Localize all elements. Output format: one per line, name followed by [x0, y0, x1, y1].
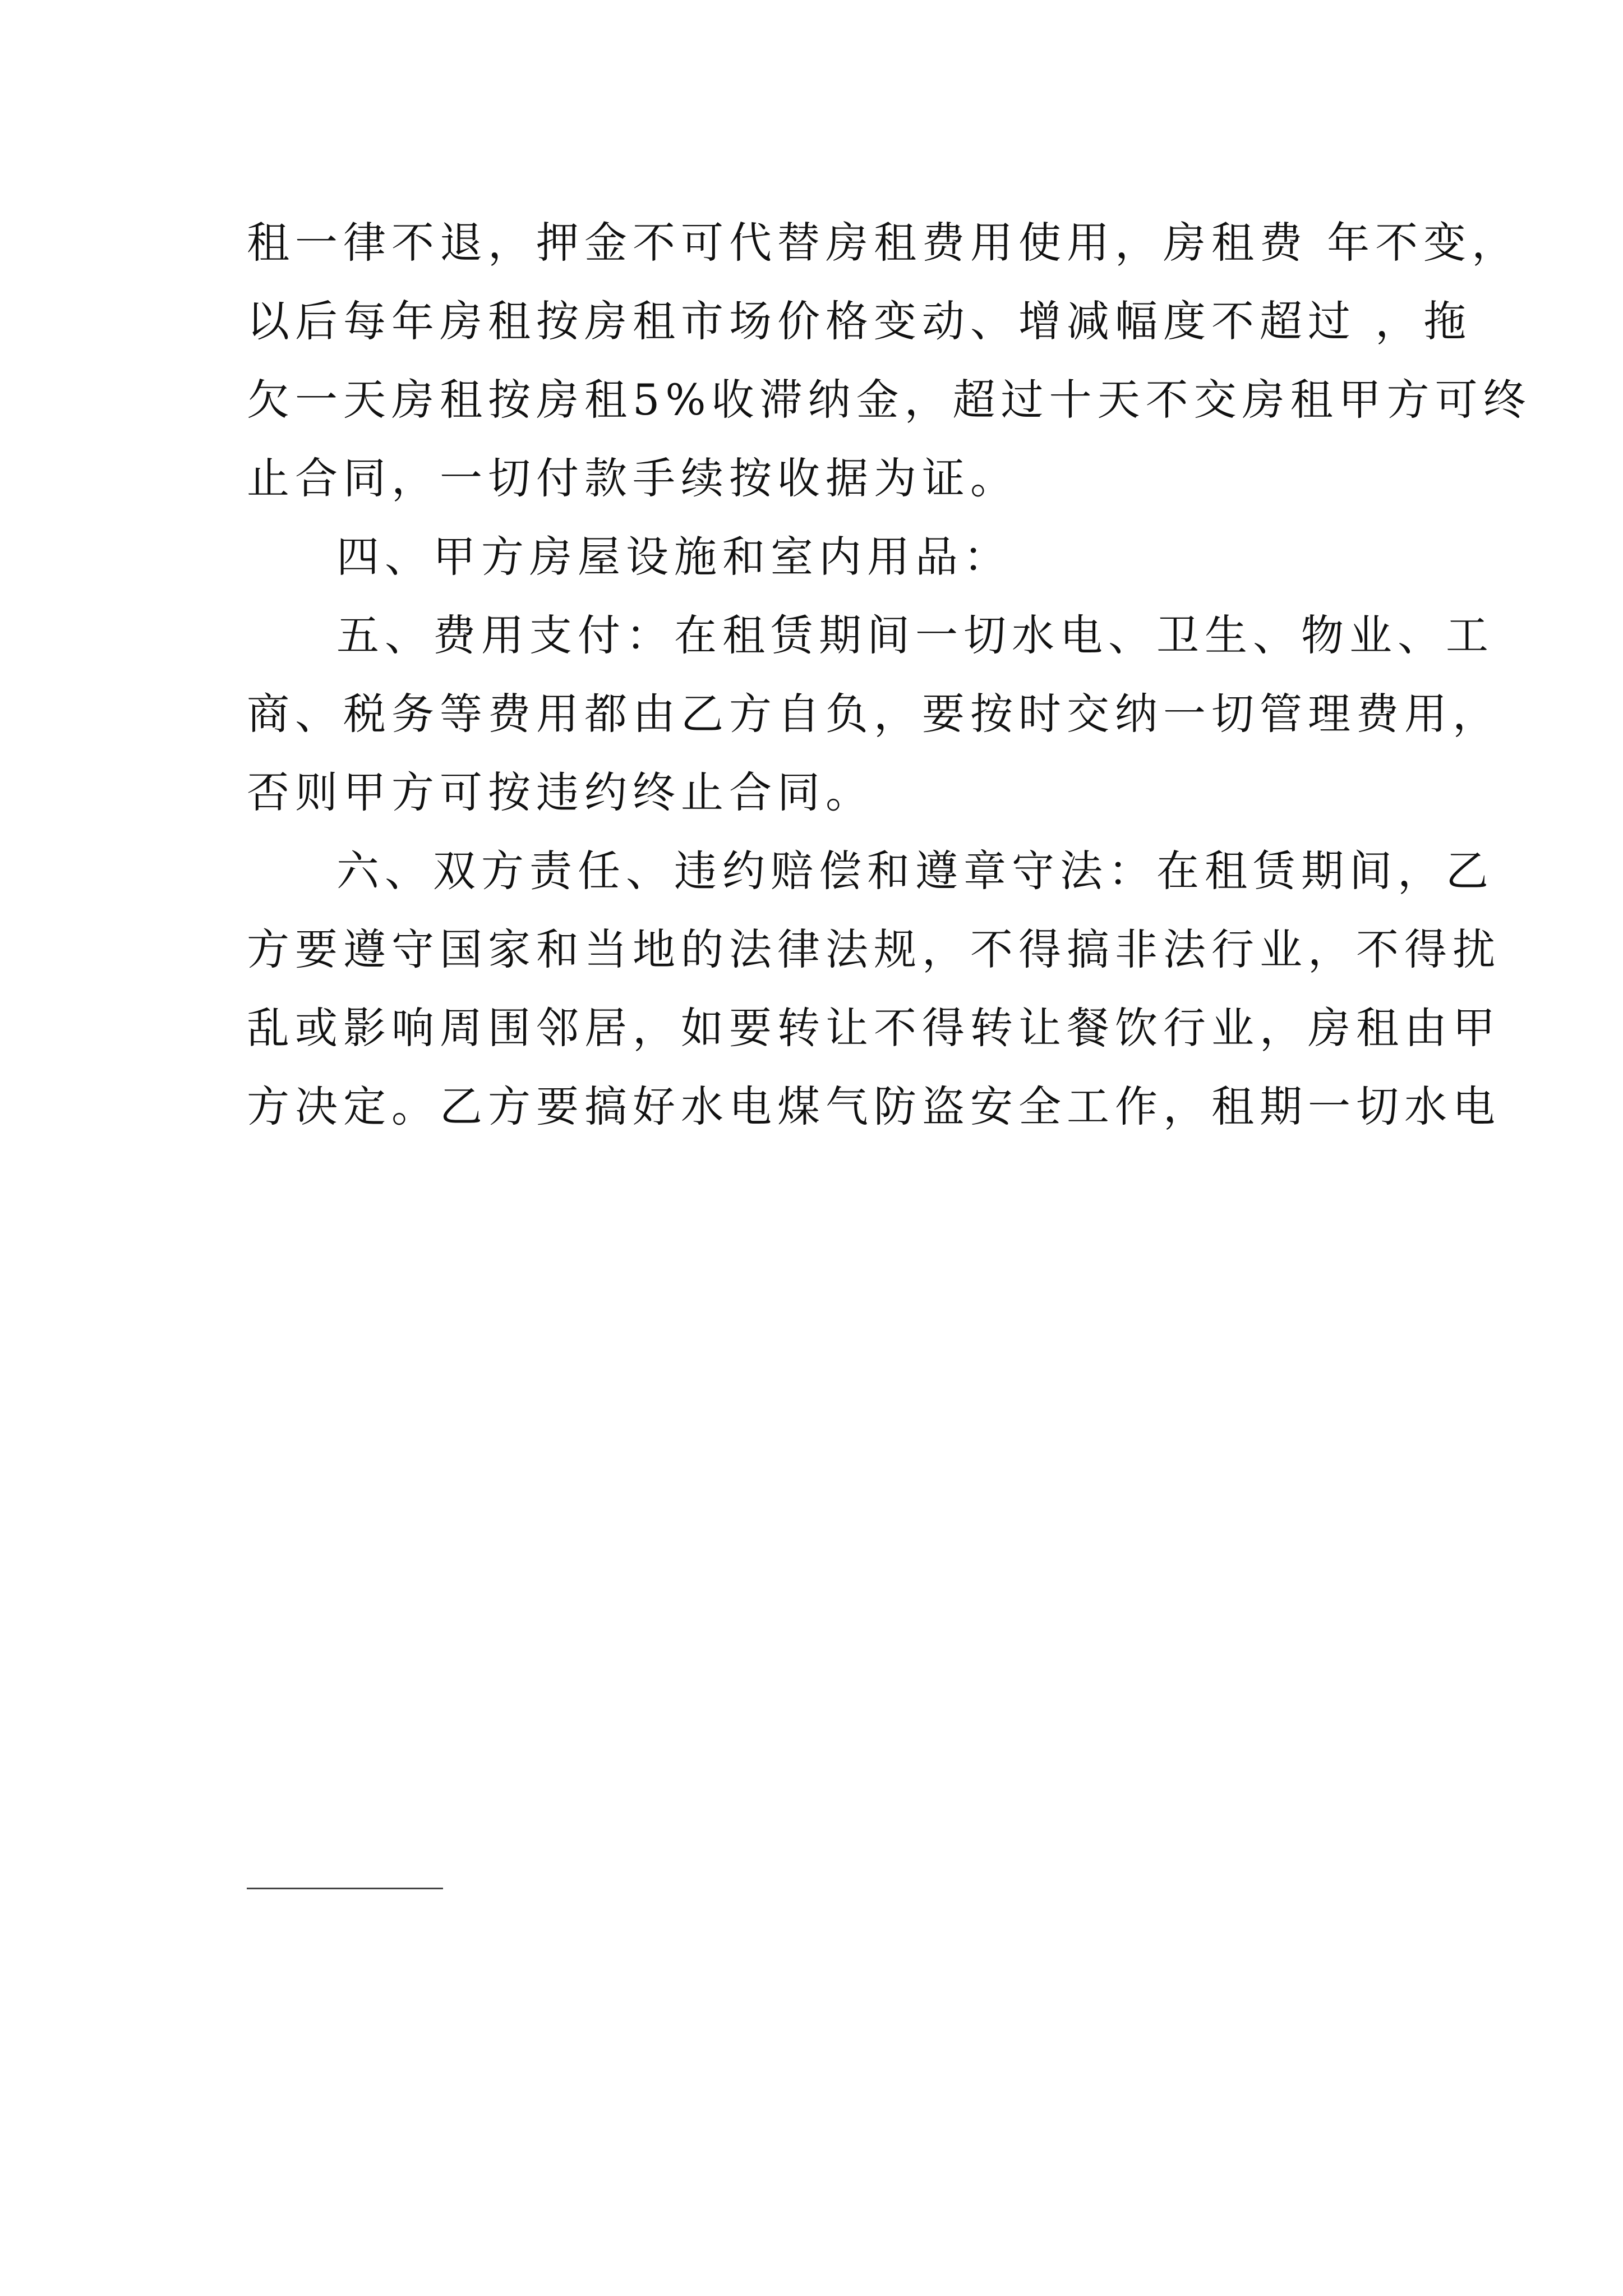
line-8: 否则甲方可按违约终止合同。: [247, 767, 874, 817]
line-11: 乱或影响周围邻居，如要转让不得转让餐饮行业，房租由甲: [247, 1003, 1501, 1053]
line-6: 五、费用支付：在租赁期间一切水电、卫生、物业、工: [336, 610, 1494, 660]
line-10: 方要遵守国家和当地的法律法规，不得搞非法行业，不得扰: [247, 924, 1501, 974]
line-1: 租一律不退，押金不可代替房租费用使用，房租费 年不变，: [247, 218, 1520, 268]
line-12: 方决定。乙方要搞好水电煤气防盗安全工作，租期一切水电: [247, 1082, 1501, 1131]
line-4: 止合同，一切付款手续按收据为证。: [247, 453, 1018, 503]
line-2: 以后每年房租按房租市场价格变动、增减幅度不超过 ，拖: [247, 296, 1472, 346]
line-3: 欠一天房租按房租5%收滞纳金，超过十天不交房租甲方可终: [247, 375, 1532, 425]
line-7: 商、税务等费用都由乙方自负，要按时交纳一切管理费用，: [247, 689, 1501, 739]
signature-line: [247, 1888, 443, 1889]
line-9: 六、双方责任、违约赔偿和遵章守法：在租赁期间，乙: [336, 846, 1494, 896]
line-5: 四、甲方房屋设施和室内用品：: [336, 532, 1012, 582]
